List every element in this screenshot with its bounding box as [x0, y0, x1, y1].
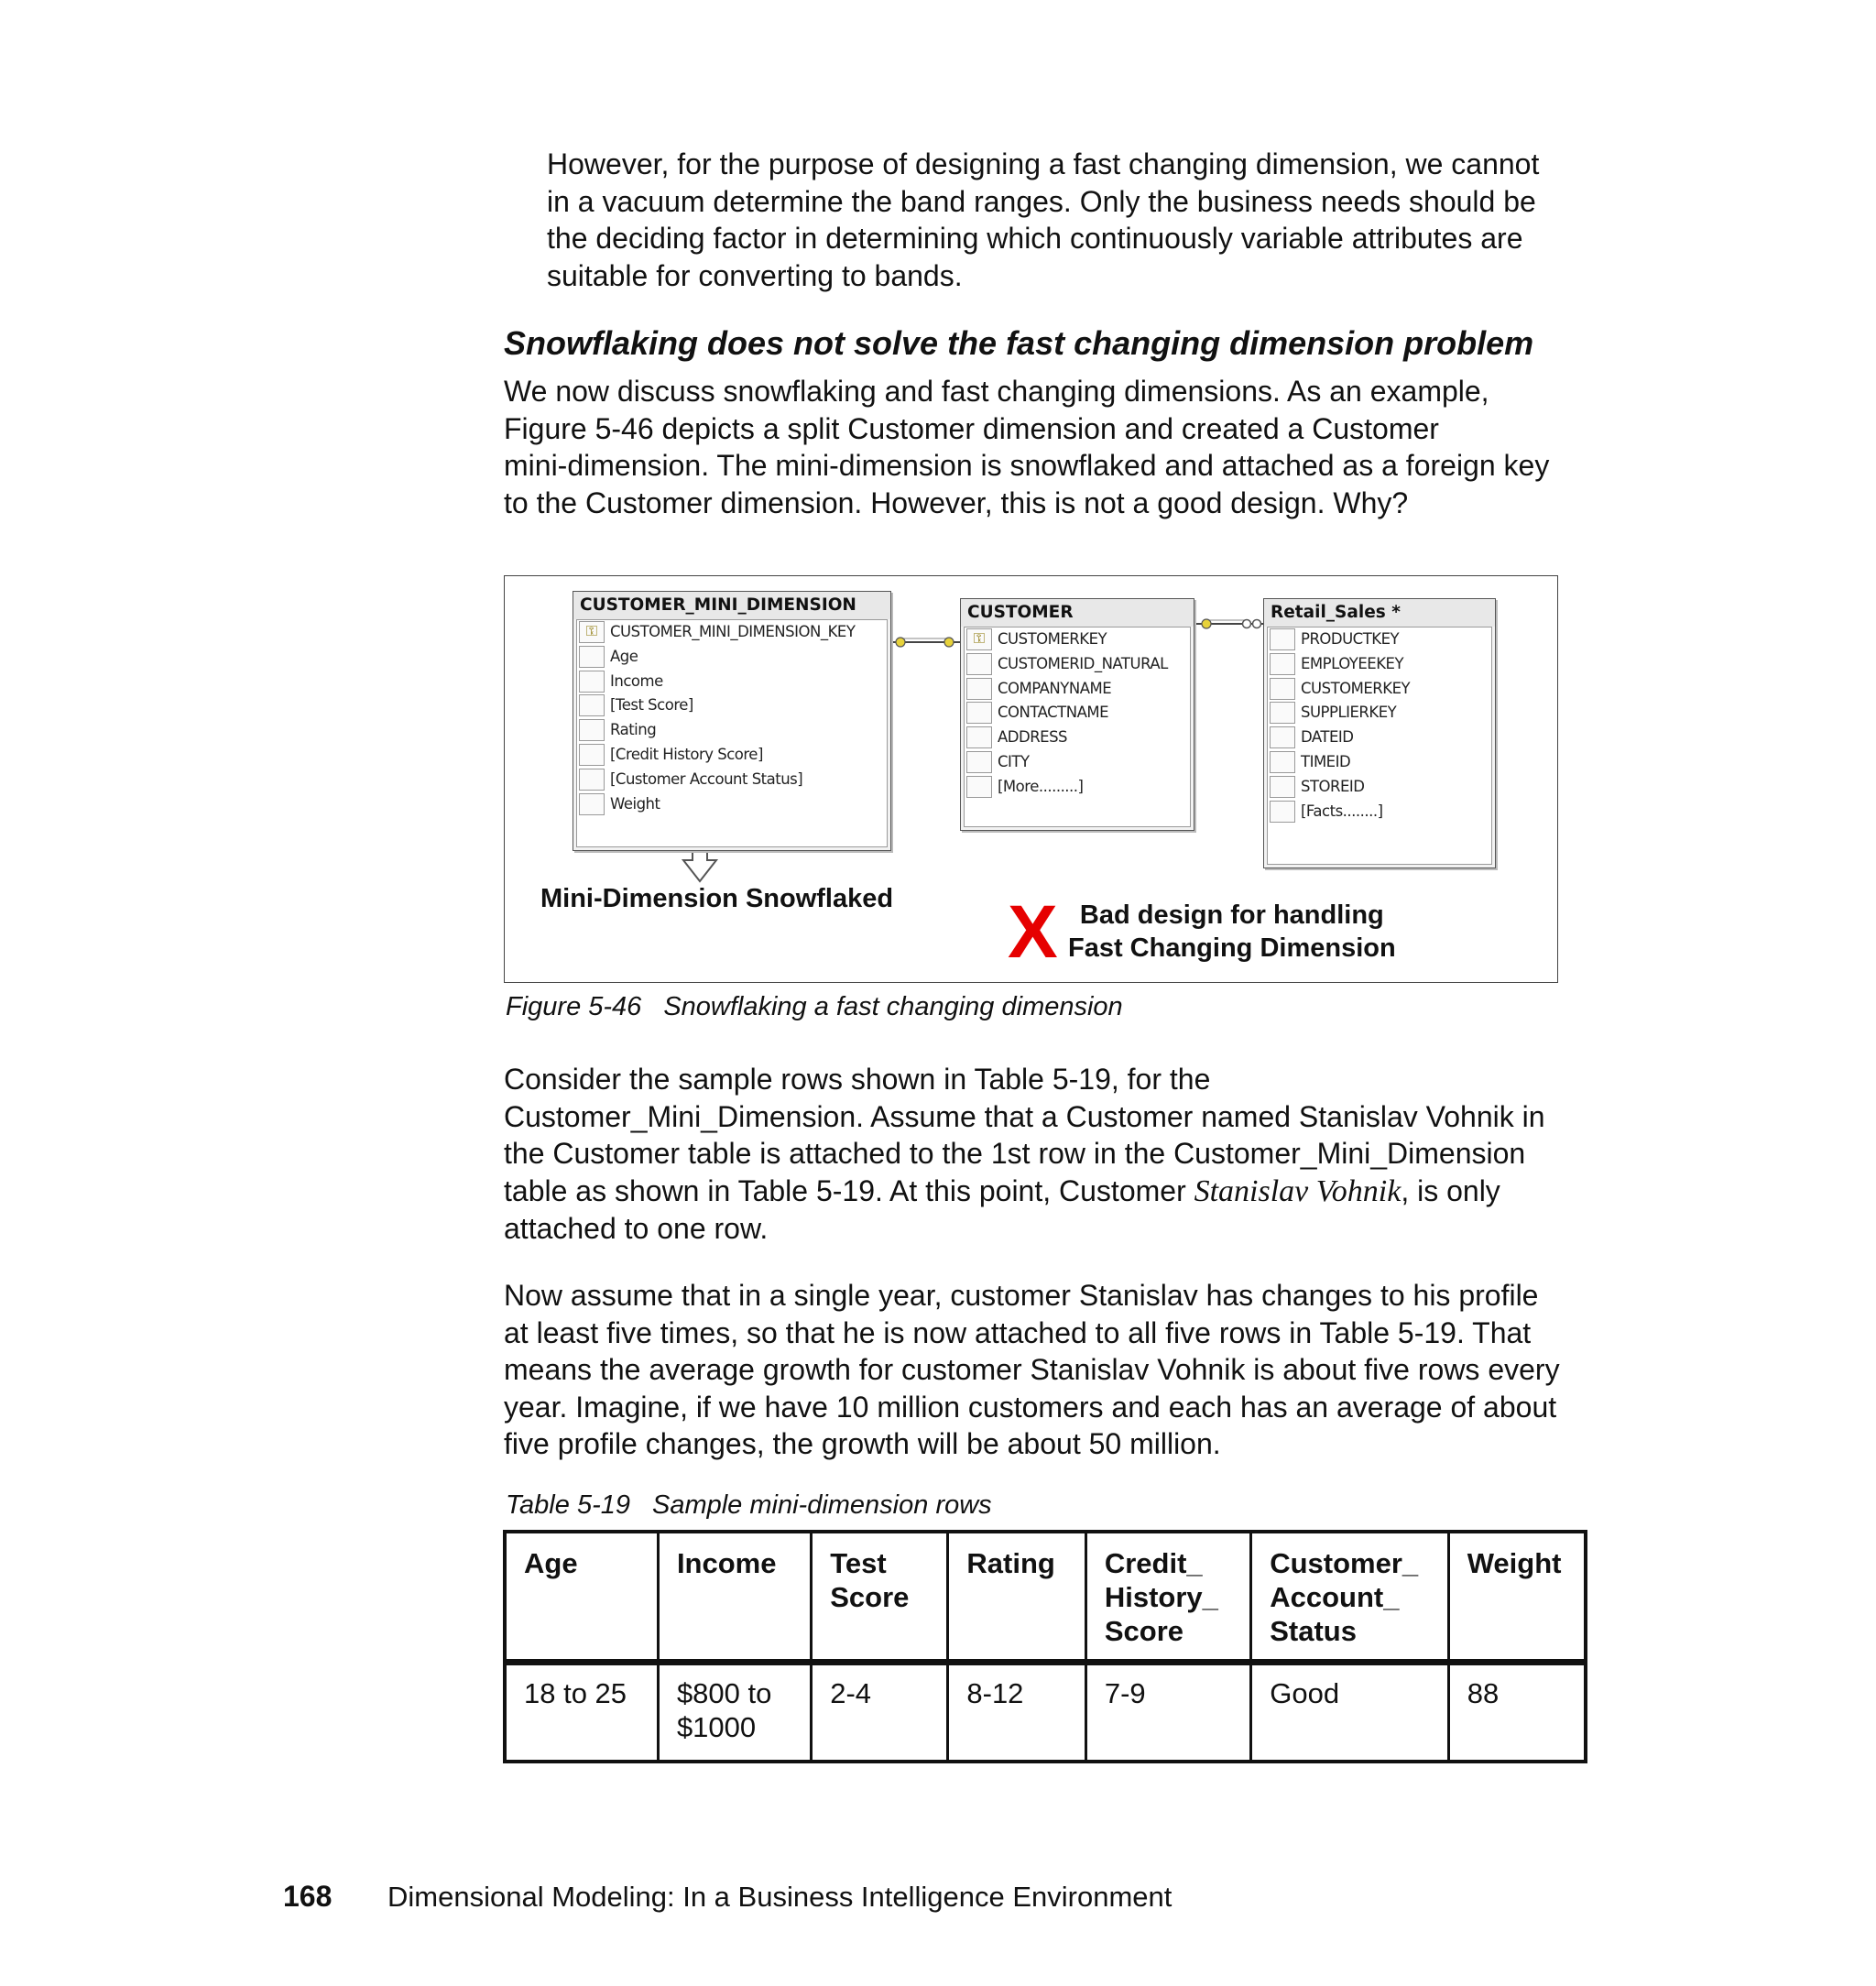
- column-name: PRODUCTKEY: [1301, 630, 1400, 648]
- bad-design-line: Fast Changing Dimension: [1068, 933, 1396, 963]
- text-line: We now discuss snowflaking and fast changing dimensions. As an example,: [504, 375, 1489, 408]
- column-name: EMPLOYEEKEY: [1301, 654, 1404, 672]
- text-line: [504, 1098, 1545, 1136]
- table-cell: [505, 1663, 658, 1762]
- table-row: [505, 1663, 1586, 1762]
- header-text: Credit_: [1104, 1547, 1203, 1579]
- column-selector-box: [966, 726, 992, 748]
- entity-retail-sales: [1263, 598, 1496, 868]
- entity-columns: [964, 627, 1191, 827]
- bad-design-line: Bad design for handling: [1079, 900, 1384, 930]
- figure-caption: [506, 992, 1123, 1022]
- column-name: [More.........]: [998, 777, 1084, 795]
- table-cell: [1251, 1663, 1448, 1762]
- page-footer: [283, 1880, 1172, 1914]
- column-selector-box: [966, 678, 992, 700]
- table-header-row: [505, 1532, 1586, 1663]
- header-text: Age: [524, 1547, 578, 1579]
- entity-column-row: [1268, 800, 1491, 824]
- column-name: [Credit History Score]: [610, 745, 763, 763]
- column-name: Weight: [610, 794, 660, 813]
- column-name: [Facts........]: [1301, 802, 1383, 820]
- cell-text: 7-9: [1104, 1677, 1146, 1709]
- header-text: Customer_: [1270, 1547, 1419, 1579]
- red-x-icon: X: [1008, 890, 1058, 974]
- entity-columns: [1267, 627, 1492, 865]
- column-selector-box: [1270, 726, 1295, 748]
- entity-column-row: [577, 645, 887, 670]
- column-selector-box: [1270, 678, 1295, 700]
- entity-column-row: [965, 775, 1190, 800]
- header-text: Score: [830, 1581, 910, 1613]
- relationship-line-mini-to-customer: [891, 638, 960, 647]
- entity-column-row: [577, 792, 887, 817]
- column-selector-box: [579, 694, 605, 716]
- entity-title: Retail_Sales *: [1264, 599, 1495, 627]
- text-run: table as shown in Table 5-19. At this point, Customer: [504, 1173, 1194, 1207]
- entity-customer: [960, 598, 1194, 831]
- key-icon: ⚿: [966, 628, 992, 650]
- table-number: Table 5-19: [506, 1490, 630, 1520]
- page-number: 168: [283, 1880, 333, 1913]
- column-name: Rating: [610, 721, 657, 739]
- figure-number: Figure 5-46: [506, 992, 642, 1021]
- entity-column-row: [965, 750, 1190, 775]
- table-cell: [1085, 1663, 1250, 1762]
- text-run: Consider the sample rows shown in Table 5-19, for the: [504, 1063, 1211, 1096]
- entity-column-row: [1268, 775, 1491, 800]
- column-name: CUSTOMERID_NATURAL: [998, 654, 1168, 672]
- column-header: [1085, 1532, 1250, 1663]
- snowflaked-label: Mini-Dimension Snowflaked: [540, 884, 894, 913]
- column-name: Income: [610, 671, 663, 690]
- column-selector-box: [1270, 628, 1295, 650]
- column-selector-box: [579, 769, 605, 791]
- cell-text: $1000: [676, 1711, 757, 1743]
- bad-design-label: [1068, 899, 1396, 965]
- entity-customer-mini-dimension: [573, 591, 891, 851]
- column-name: Age: [610, 647, 638, 665]
- figure-5-46: [504, 575, 1558, 983]
- entity-title: CUSTOMER_MINI_DIMENSION: [573, 592, 890, 619]
- column-header: [948, 1532, 1085, 1663]
- column-selector-box: [966, 776, 992, 798]
- column-selector-box: [1270, 702, 1295, 724]
- text-line: mini-dimension. The mini-dimension is snowflaked and attached as a foreign key: [504, 449, 1550, 482]
- column-selector-box: [579, 671, 605, 693]
- cell-text: $800 to: [676, 1677, 772, 1709]
- text-line: [504, 1173, 1545, 1211]
- entity-column-row: [965, 677, 1190, 702]
- entity-title: CUSTOMER: [961, 599, 1194, 627]
- column-name: TIMEID: [1301, 752, 1351, 770]
- table-cell: [1448, 1663, 1586, 1762]
- book-title: Dimensional Modeling: In a Business Intelligence Environment: [387, 1881, 1172, 1913]
- column-selector-box: [1270, 653, 1295, 675]
- column-selector-box: [1270, 751, 1295, 773]
- column-name: CITY: [998, 752, 1030, 770]
- column-selector-box: [966, 751, 992, 773]
- cell-text: Good: [1270, 1677, 1340, 1709]
- entity-column-row: [1268, 701, 1491, 726]
- header-text: Account_: [1270, 1581, 1400, 1613]
- column-name: ADDRESS: [998, 728, 1068, 747]
- column-name: CUSTOMER_MINI_DIMENSION_KEY: [610, 623, 856, 640]
- column-name: CUSTOMERKEY: [1301, 679, 1411, 697]
- column-name: COMPANYNAME: [998, 679, 1112, 697]
- paragraph-sample-rows: [504, 1061, 1545, 1248]
- figure-caption-text: Snowflaking a fast changing dimension: [663, 992, 1123, 1021]
- column-selector-box: [579, 646, 605, 668]
- section-heading: Snowflaking does not solve the fast changing dimension problem: [504, 324, 1534, 362]
- column-selector-box: [1270, 776, 1295, 798]
- text-line: means the average growth for customer Stanislav Vohnik is about five rows every: [504, 1353, 1560, 1386]
- column-header: [1448, 1532, 1586, 1663]
- column-name: STOREID: [1301, 777, 1365, 795]
- text-line: However, for the purpose of designing a fast changing dimension, we cannot: [547, 147, 1540, 180]
- column-selector-box: [579, 793, 605, 815]
- table-caption-text: Sample mini-dimension rows: [651, 1490, 992, 1520]
- entity-columns: [576, 619, 888, 847]
- entity-column-row: [1268, 627, 1491, 652]
- entity-column-row: [577, 768, 887, 792]
- column-selector-box: [966, 702, 992, 724]
- entity-column-row: [1268, 652, 1491, 677]
- text-line: to the Customer dimension. However, this is not a good design. Why?: [504, 486, 1409, 519]
- table-cell: [812, 1663, 948, 1762]
- entity-column-row: [965, 701, 1190, 726]
- paragraph-snowflaking-intro: [504, 373, 1549, 521]
- column-selector-box: [579, 744, 605, 766]
- text-run: the Customer table is attached to the 1st row in the Customer_Mini_Dimension: [504, 1137, 1526, 1170]
- sample-mini-dimension-table: [503, 1530, 1587, 1763]
- cell-text: 18 to 25: [524, 1677, 627, 1709]
- cell-text: 2-4: [830, 1677, 872, 1709]
- paragraph-growth: [504, 1277, 1560, 1463]
- entity-column-row: [1268, 726, 1491, 750]
- text-line: five profile changes, the growth will be about 50 million.: [504, 1427, 1221, 1460]
- column-selector-box: [966, 653, 992, 675]
- column-name: CUSTOMERKEY: [998, 630, 1107, 648]
- text-run: Customer_Mini_Dimension. Assume that a Customer named Stanislav Vohnik in: [504, 1099, 1545, 1133]
- column-name: [Customer Account Status]: [610, 769, 803, 788]
- header-text: Income: [676, 1547, 777, 1579]
- text-line: in a vacuum determine the band ranges. Only the business needs should be: [547, 184, 1536, 218]
- text-line: the deciding factor in determining which continuously variable attributes are: [547, 222, 1523, 255]
- table-caption: [506, 1490, 992, 1521]
- header-text: Rating: [966, 1547, 1055, 1579]
- entity-column-row: [577, 620, 887, 645]
- cell-text: 8-12: [966, 1677, 1024, 1709]
- column-selector-box: [579, 719, 605, 741]
- header-text: History_: [1104, 1581, 1218, 1613]
- entity-column-row: [965, 627, 1190, 652]
- column-header: [812, 1532, 948, 1663]
- entity-column-row: [577, 718, 887, 743]
- entity-column-row: [577, 693, 887, 718]
- text-run: , is only: [1401, 1173, 1500, 1207]
- key-icon: ⚿: [579, 621, 605, 643]
- table-cell: [658, 1663, 811, 1762]
- text-line: Figure 5-46 depicts a split Customer dimension and created a Customer: [504, 411, 1439, 445]
- column-name: CONTACTNAME: [998, 704, 1109, 722]
- customer-name: Stanislav Vohnik: [1194, 1173, 1402, 1208]
- paragraph-band-ranges: [547, 146, 1539, 294]
- cell-text: 88: [1467, 1677, 1500, 1709]
- column-name: [Test Score]: [610, 696, 693, 715]
- column-header: [505, 1532, 658, 1663]
- text-line: [504, 1210, 1545, 1248]
- entity-column-row: [577, 743, 887, 768]
- header-text: Score: [1104, 1615, 1184, 1647]
- entity-column-row: [577, 670, 887, 694]
- table-cell: [948, 1663, 1085, 1762]
- entity-column-row: [1268, 750, 1491, 775]
- header-text: Weight: [1467, 1547, 1562, 1579]
- column-name: DATEID: [1301, 728, 1354, 747]
- entity-column-row: [965, 652, 1190, 677]
- text-run: attached to one row.: [504, 1212, 769, 1245]
- header-text: Status: [1270, 1615, 1357, 1647]
- text-line: [504, 1061, 1545, 1098]
- relationship-line-customer-to-sales: [1194, 619, 1263, 628]
- column-name: SUPPLIERKEY: [1301, 704, 1397, 722]
- text-line: at least five times, so that he is now attached to all five rows in Table 5-19. That: [504, 1315, 1532, 1349]
- column-header: [1251, 1532, 1448, 1663]
- column-header: [658, 1532, 811, 1663]
- text-line: [504, 1135, 1545, 1173]
- text-line: year. Imagine, if we have 10 million customers and each has an average of about: [504, 1390, 1557, 1424]
- header-text: Test: [830, 1547, 887, 1579]
- entity-column-row: [1268, 677, 1491, 702]
- text-line: suitable for converting to bands.: [547, 258, 963, 292]
- column-selector-box: [1270, 801, 1295, 823]
- text-line: Now assume that in a single year, customer Stanislav has changes to his profile: [504, 1279, 1539, 1312]
- table-body: [505, 1663, 1586, 1762]
- entity-column-row: [965, 726, 1190, 750]
